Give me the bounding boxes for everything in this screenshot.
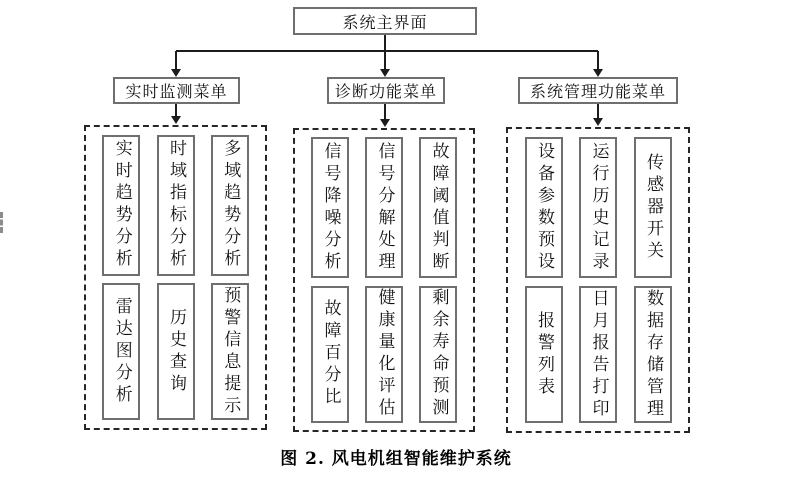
item-operation-history-record: 运行历史记录	[579, 137, 617, 278]
page-edge-artifact	[0, 212, 3, 233]
arrowhead-icon	[593, 118, 603, 126]
panel-system-management	[506, 127, 690, 433]
menu-box-system-management	[518, 77, 678, 104]
root-box-main-interface	[293, 7, 477, 35]
arrowhead-icon	[593, 69, 603, 77]
arrowhead-icon	[380, 69, 390, 77]
item-history-query: 历史查询	[157, 283, 195, 420]
panel-row	[508, 137, 688, 278]
menu-label: 系统管理功能菜单	[529, 82, 666, 101]
menu-label: 诊断功能菜单	[334, 82, 437, 101]
panel-row	[86, 135, 265, 276]
item-device-parameter-preset: 设备参数预设	[525, 137, 563, 278]
panel-row	[508, 286, 688, 423]
arrowhead-icon	[380, 119, 390, 127]
item-realtime-trend-analysis: 实时趋势分析	[102, 135, 140, 276]
item-fault-threshold-judgment: 故障阈值判断	[419, 137, 457, 278]
item-data-storage-management: 数据存储管理	[634, 286, 672, 423]
panel-realtime-monitoring	[84, 125, 267, 430]
item-daily-monthly-report-print: 日月报告打印	[579, 286, 617, 423]
panel-row	[295, 286, 473, 423]
item-alarm-list: 报警列表	[525, 286, 563, 423]
item-sensor-switch: 传感器开关	[634, 137, 672, 278]
menu-label: 实时监测菜单	[125, 82, 228, 101]
item-remaining-life-prediction: 剩余寿命预测	[419, 286, 457, 423]
panel-diagnosis-function	[293, 128, 475, 432]
root-box-label: 系统主界面	[342, 12, 428, 32]
panel-row	[295, 137, 473, 278]
item-radar-chart-analysis: 雷达图分析	[102, 283, 140, 420]
item-multi-domain-trend-analysis: 多域趋势分析	[211, 135, 249, 276]
arrowhead-icon	[171, 116, 181, 124]
arrowhead-icon	[171, 69, 181, 77]
figure-caption: 图 2. 风电机组智能维护系统	[280, 449, 512, 469]
panel-row	[86, 283, 265, 420]
item-time-domain-index-analysis: 时域指标分析	[157, 135, 195, 276]
item-signal-denoise-analysis: 信号降噪分析	[311, 137, 349, 278]
item-signal-decomposition-processing: 信号分解处理	[365, 137, 403, 278]
menu-box-realtime-monitoring	[113, 77, 240, 104]
menu-box-diagnosis-function	[327, 77, 445, 104]
item-health-quantitative-evaluation: 健康量化评估	[365, 286, 403, 423]
item-warning-info-prompt: 预警信息提示	[211, 283, 249, 420]
item-fault-percentage: 故障百分比	[311, 286, 349, 423]
